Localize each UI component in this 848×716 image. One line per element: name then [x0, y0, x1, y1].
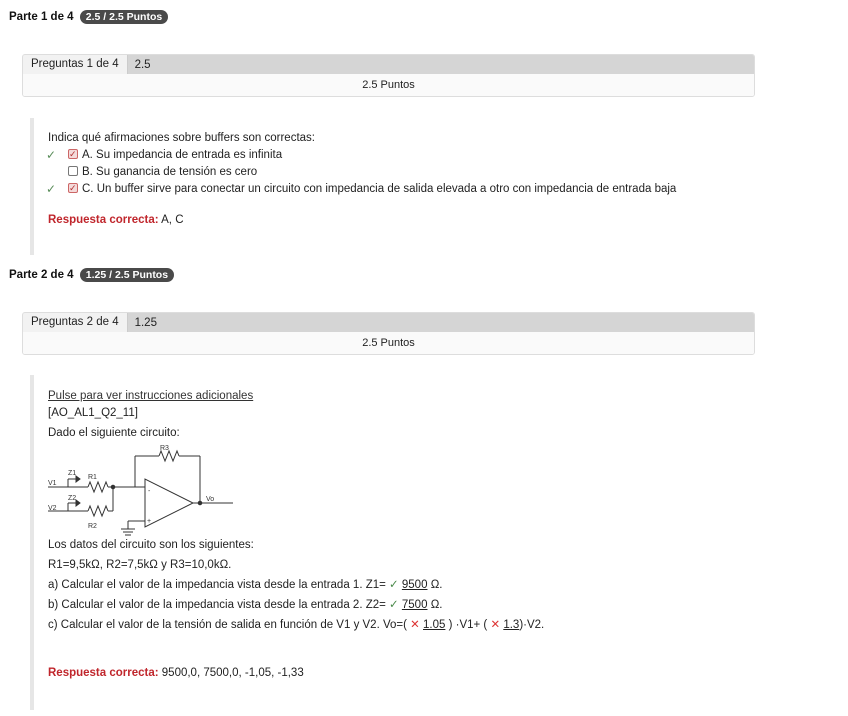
part-2-title: Parte 2 de 4 — [9, 269, 74, 281]
r2-resistor — [88, 506, 108, 516]
answer-a-unit: Ω. — [430, 579, 443, 591]
data-intro: Los datos del circuito son los siguientes: — [48, 539, 254, 551]
option-c-checkbox[interactable] — [68, 183, 78, 193]
op-amp-symbol — [145, 479, 193, 527]
question-2-correct-answer — [48, 665, 768, 682]
label-r3: R3 — [160, 445, 169, 452]
label-r2: R2 — [88, 523, 97, 530]
question-c-text: c) Calcular el valor de la tensión de salida en función de V1 y V2. Vo=( — [48, 619, 407, 631]
option-a-label: A. Su impedancia de entrada es infinita — [82, 149, 283, 161]
question-1-body — [30, 118, 768, 255]
question-2-points: 2.5 Puntos — [23, 332, 754, 354]
correct-answer-value: A, C — [161, 214, 184, 226]
correct-check-icon: ✓ — [46, 148, 57, 162]
answer-option-c — [48, 181, 768, 198]
question-1-number: Preguntas 1 de 4 — [23, 55, 128, 74]
question-1-prompt: Indica qué afirmaciones sobre buffers son correctas: — [48, 132, 315, 144]
correct-check-icon: ✓ — [389, 599, 399, 611]
incorrect-x-icon: ✕ — [490, 619, 501, 631]
answer-c1-field[interactable]: 1.05 — [423, 619, 446, 631]
question-b-text: b) Calcular el valor de la impedancia vista desde la entrada 2. Z2= — [48, 599, 386, 611]
label-z2: Z2 — [68, 495, 77, 502]
correct-check-icon: ✓ — [46, 182, 57, 196]
correct-answer-label: Respuesta correcta: — [48, 667, 159, 679]
option-c-label: C. Un buffer sirve para conectar un circuito con impedancia de salida elevada a otro con impedancia de entrada baja — [82, 183, 677, 195]
question-1-points: 2.5 Puntos — [23, 74, 754, 96]
correct-answer-label: Respuesta correcta: — [48, 214, 159, 226]
question-1-header — [22, 54, 755, 97]
label-v1: V1 — [48, 480, 57, 487]
question-1-correct-answer — [48, 212, 768, 229]
r3-resistor — [159, 451, 179, 461]
question-2-code: [AO_AL1_Q2_11] — [48, 407, 138, 419]
correct-answer-value: 9500,0, 7500,0, -1,05, -1,33 — [161, 667, 304, 679]
instructions-link[interactable]: Pulse para ver instrucciones adicionales — [48, 390, 254, 402]
data-values: R1=9,5kΩ, R2=7,5kΩ y R3=10,0kΩ. — [48, 559, 232, 571]
answer-a-field[interactable]: 9500 — [401, 579, 428, 591]
part-1-title: Parte 1 de 4 — [9, 11, 74, 23]
label-v2: V2 — [48, 505, 57, 512]
question-1-score: 2.5 — [134, 58, 151, 71]
incorrect-x-icon: ✕ — [410, 619, 420, 631]
answer-b-unit: Ω. — [430, 599, 443, 611]
label-r1: R1 — [88, 474, 97, 481]
answer-option-b — [48, 164, 768, 181]
correct-check-icon: ✓ — [389, 579, 399, 591]
r1-resistor — [88, 482, 108, 492]
question-2-body — [30, 375, 768, 710]
part-2-header — [9, 268, 174, 282]
question-a-text: a) Calcular el valor de la impedancia vista desde la entrada 1. Z1= — [48, 579, 386, 591]
answer-c2-field[interactable]: 1.3 — [503, 619, 520, 631]
answer-option-a — [48, 147, 768, 164]
part-2-score-badge: 1.25 / 2.5 Puntos — [80, 268, 174, 282]
question-2-score: 1.25 — [134, 316, 157, 329]
label-plus: + — [147, 518, 152, 525]
question-a — [48, 577, 768, 594]
label-z1: Z1 — [68, 470, 77, 477]
option-a-checkbox[interactable] — [68, 149, 78, 159]
circuit-diagram — [48, 444, 248, 536]
label-minus: - — [148, 488, 151, 495]
question-c-mid: ) ·V1+ ( — [448, 619, 488, 631]
label-vo: Vo — [206, 496, 215, 503]
question-c — [48, 617, 768, 634]
question-2-header — [22, 312, 755, 355]
option-b-checkbox[interactable] — [68, 166, 78, 176]
part-1-score-badge: 2.5 / 2.5 Puntos — [80, 10, 168, 24]
answer-b-field[interactable]: 7500 — [401, 599, 428, 611]
option-b-label: B. Su ganancia de tensión es cero — [82, 166, 258, 178]
question-c-end: )·V2. — [519, 619, 545, 631]
question-b — [48, 597, 768, 614]
question-2-number: Preguntas 2 de 4 — [23, 313, 128, 332]
question-2-intro: Dado el siguiente circuito: — [48, 427, 180, 439]
part-1-header — [9, 10, 168, 24]
